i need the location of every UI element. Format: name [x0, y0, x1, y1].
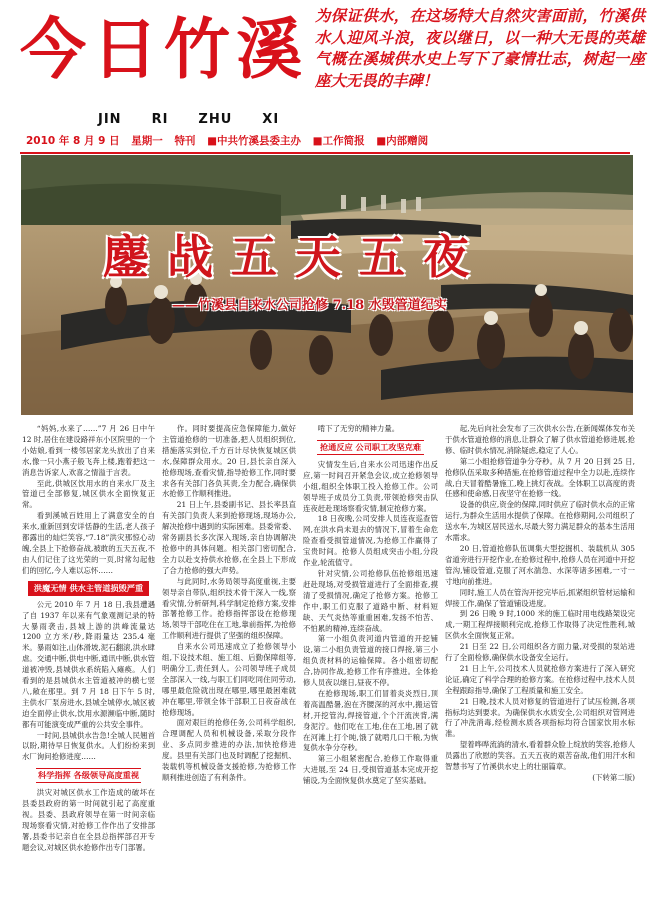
pinyin-ri: RI: [151, 112, 169, 127]
paragraph: 灾情发生后,自来水公司迅速作出反应,第一时间召开紧急会议,成立抢修领导小组,组织全体职工投入抢修工作。公司领导班子成员分工负责,带领抢修突击队连夜赶赴现场察看灾情,制定抢修方案。: [303, 459, 438, 513]
headline: 鏖战五天五夜: [103, 230, 487, 284]
paragraph: 18 日夜晚,公司安排人员连夜巡查管网,在洪水尚未退去的情况下,冒着生命危险查看受损管道情况,为抢修工作赢得了宝贵时间。抢修人员组成突击小组,分段作业,轮流值守。: [303, 514, 438, 568]
section-heading: 洪魔无情 供水主管道损毁严重: [28, 581, 149, 596]
paragraph: 作。同时要提高应急保障能力,做好主管道抢修的一切准备,把人员组织到位,措施落实到位,千方百计尽快恢复城区供水,保障群众用水。20 日,县长亲自深入抢修现场,查看灾情,指导抢修工作,同时要求各有关部门各负其责,全力配合,确保供水抢修工作顺利推进。: [162, 424, 296, 499]
paragraph: 第一小组负责河道内管道的开挖铺设,第二小组负责管道的接口焊接,第三小组负责材料的运输保障。各小组密切配合,协同作战,抢修工作有序推进。全体抢修人员夜以继日,昼夜不停。: [303, 634, 438, 688]
masthead-title: 今日竹溪: [20, 10, 308, 88]
paragraph: 面对艰巨的抢修任务,公司科学组织,合理调配人员和机械设备,采取分段作业、多点同步推进的办法,加快抢修进度。县里有关部门也及时调配了挖掘机、装载机等机械设备支援抢修,为抢修工作顺利推进创造了有利条件。: [162, 718, 296, 782]
dateline: [0, 133, 650, 151]
subheadline: ——竹溪县自来水公司抢修 7.18 水毁管道纪实: [172, 298, 447, 313]
article-column-1: [22, 424, 155, 909]
paragraph: 针对灾情,公司抢修队伍抢修组迅速赶赴现场,对受损管道进行了全面排查,摸清了受损情况,确定了抢修方案。抢修工作中,职工们克服了道路中断、材料短缺、天气炎热等重重困难,发扬不怕苦、不怕累的精神,连续奋战。: [303, 568, 438, 633]
publisher: ■中共竹溪县委主办: [207, 135, 302, 147]
paragraph: 21 日上午,公司技术人员就抢修方案进行了深入研究论证,确定了科学合理的抢修方案。在抢修过程中,技术人员全程跟踪指导,确保了工程质量和施工安全。: [445, 663, 635, 695]
paragraph: 洪灾对城区供水工作造成的破坏在县委县政府的第一时间就引起了高度重视。县委、县政府领导在第一时间亲临现场察看灾情,对抢修工作作出了安排部署,县委书记亲自在全县总指挥部召开专题会议,对城区供水抢修作出专门部署。: [22, 788, 155, 852]
masthead-pinyin: [98, 112, 309, 127]
paragraph: 第三小组紧密配合,抢修工作取得重大进展,至 24 日,受损管道基本完成开挖铺设,为全面恢复供水奠定了坚实基础。: [303, 754, 438, 786]
article-column-4: [445, 424, 635, 909]
article-column-3: [303, 424, 438, 909]
lead-photo: [21, 155, 633, 415]
paragraph: 起,先后向社会发布了三次供水公告,在新闻媒体发布关于供水管道抢修的消息,让群众了解了供水管道抢修进展,抢修、临时供水情况,消除疑虑,稳定了人心。: [445, 424, 635, 455]
issue-type: 特刊: [174, 135, 196, 147]
paragraph: 与此同时,水务局领导高度重视,主要领导亲自带队,组织技术骨干深入一线,察看灾情,分析研判,科学制定抢修方案,安排部署抢修工作。抢修指挥部设在抢修现场,领导干部吃住在工地,靠前指挥,为抢修工作顺利进行提供了坚强的组织保障。: [162, 576, 296, 641]
issue-weekday: 星期一: [131, 135, 163, 147]
pinyin-xi: XI: [262, 112, 280, 127]
pinyin-jin: JIN: [98, 112, 122, 127]
paragraph: 21 日至 22 日,公司组织各方面力量,对受损的泵站进行了全面检修,确保供水设备安全运行。: [445, 642, 635, 663]
pinyin-zhu: ZHU: [198, 112, 233, 127]
paragraph: “妈妈,水来了……”7 月 26 日中午 12 时,居住在建设路祥东小区院里的一个小姑娘,看到一楼邻居家龙头放出了自来水,像一只小燕子般飞奔上楼,跑着把这一消息告诉家人,欢喜之情溢于言表。: [22, 424, 155, 477]
section-heading: 抢通反应 公司职工攻坚克难: [317, 440, 424, 455]
paragraph: 公元 2010 年 7 月 18 日,我县遭遇了自 1937 年以来有气象观测记录的特大暴雨袭击,县城上游的洪峰流量达 1200 立方米/秒,降雨量达 235.4 毫米。暴雨如注,山体滑坡,泥石翻滚,洪水肆虐。交通中断,供电中断,通讯中断,供水管道被冲毁,县城供水系统陷入瘫痪。人们看到的是县城供水主管道被冲的横七竖八,敞在那里。到 7 月 18 日下午 5 时,主供水厂泵房进水,县城全城停水,城区被迫全面停止供水,饮用水源濒临中断,随时都有可能演变成严重的公共安全事件。: [22, 599, 155, 729]
paragraph: 自来水公司迅速成立了抢修领导小组,下设技术组、施工组、后勤保障组等,明确分工,责任到人。公司领导班子成员全部深入一线,与职工们同吃同住同劳动,哪里最危险就出现在哪里,哪里最困难就冲在哪里,带领全体干部职工日夜奋战在抢修现场。: [162, 642, 296, 717]
issue-date: 2010 年 8 月 9 日: [26, 135, 120, 147]
masthead-rule: [20, 152, 630, 154]
section-heading: 科学指挥 各级领导高度重视: [36, 768, 141, 783]
paragraph: 啃下了无穷的精神力量。: [317, 424, 400, 433]
paragraph: 看到溪城百姓用上了满意安全的自来水,重新回到安详恬静的生活,老人孩子都露出的灿烂笑容,“7.18”洪灾那惊心动魄,全县上下抢修奋战,被敢的五天五夜,不由人们记住了这光荣的一页,时常勾起他们的回忆,今人难以忘怀……: [22, 511, 155, 575]
continued-note: (下转第二版): [592, 773, 635, 782]
paragraph: 设备的供应,资金的保障,同时供应了临时供水点的正常运行,为群众生活用水提供了保障。在抢修期间,公司组织了送水车,为城区居民送水,尽最大努力满足群众的基本生活用水需求。: [445, 500, 635, 543]
paragraph: 一时间,县城供水告急!全城人民翘首以盼,期待早日恢复供水。人们纷纷来到水厂询问抢修进度……: [22, 730, 155, 762]
paragraph: 同时,施工人员在管沟开挖完毕后,抓紧组织管材运输和焊接工作,确保了管道铺设进度。: [445, 587, 635, 608]
article-column-2: [162, 424, 296, 909]
paragraph: 21 日上午,县委副书记、县长率县直有关部门负责人来到抢修现场,现场办公,解决抢修中遇到的实际困难。县委常委、常务副县长多次深入现场,亲自协调解决抢修中的具体问题。相关部门密切配合,全力以赴支持供水抢修,在全县上下形成了合力抢修的强大声势。: [162, 500, 296, 575]
masthead: [20, 4, 308, 127]
paragraph: 20 日,管道抢修队伍调集大型挖掘机、装载机从 305 省道旁进行开挖作业,在抢修过程中,抢修人员在河道中开挖管沟,铺设管道,克服了河水湍急、水深等诸多困难,一寸一寸地向前推进。: [445, 543, 635, 586]
distribution: ■内部赠阅: [376, 135, 429, 147]
paragraph: 至此,供城区饮用水的自来水厂及主管道已全部修复,城区供水全面恢复正常。: [22, 478, 155, 510]
paragraph: 在抢修现场,职工们冒着炎炎烈日,顶着高温酷暑,泡在齐腰深的河水中,搬运管材,开挖管沟,焊接管道,个个汗流浃背,满身泥泞。他们吃在工地,住在工地,困了就在河滩上打个盹,饿了就啃几口干粮,为恢复供水争分夺秒。: [303, 688, 438, 753]
paragraph: 望着哗哗流淌的清水,看着群众脸上绽放的笑容,抢修人员露出了欣慰的笑容。五天五夜的艰苦奋战,他们用汗水和智慧书写了竹溪供水史上的壮丽篇章。: [445, 740, 635, 772]
slogan: 为保证供水，在这场特大自然灾害面前，竹溪供水人迎风斗浪，夜以继日，以一种大无畏的英雄气概在溪城供水史上写下了豪情壮志，树起一座座大无畏的丰碑！: [315, 7, 645, 90]
paragraph: 21 日晚,技术人员对修复的管道进行了试压检测,各项指标均达到要求。为确保供水水质安全,公司组织对管网进行了冲洗消毒,经检测水质各项指标均符合国家饮用水标准。: [445, 696, 635, 739]
paragraph: 到 26 日晚 9 时,1000 米的施工临时用电线路架设完成,一期工程焊接顺利完成,抢修工作取得了决定性胜利,城区供水全面恢复正常。: [445, 609, 635, 641]
paragraph: 第二小组抢修管道争分夺秒。从 7 月 20 日到 25 日,抢修队伍采取多种措施,在抢修管道过程中全力以赴,连续作战,白天冒着酷暑施工,晚上挑灯夜战。全体职工以高度的责任感和使命感,日夜坚守在抢修一线。: [445, 456, 635, 499]
bulletin-type: ■工作简报: [312, 135, 365, 147]
